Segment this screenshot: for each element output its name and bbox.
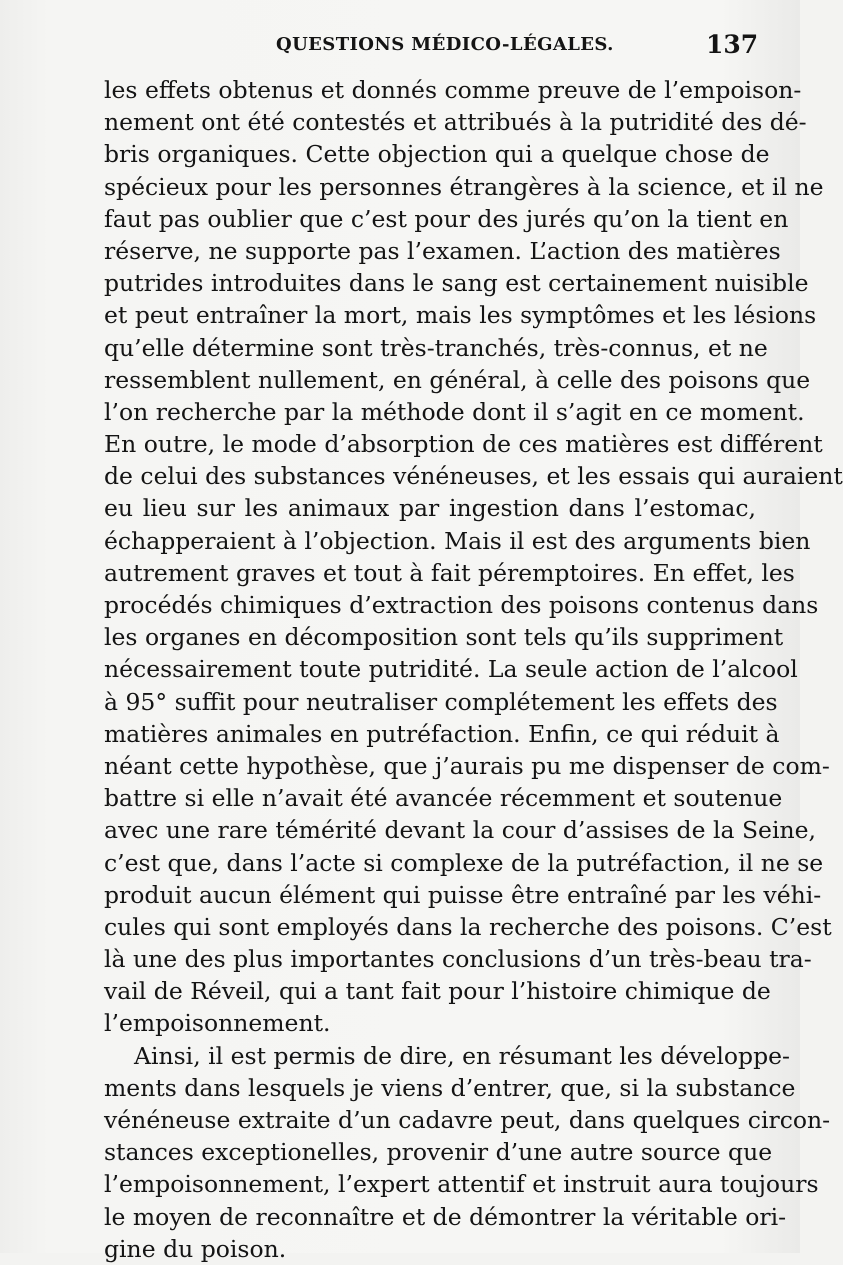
text-line: autrement graves et tout à fait péremptoires. En effet, les: [104, 558, 795, 587]
text-line: spécieux pour les personnes étrangères à la science, et il ne: [104, 172, 824, 201]
text-line: cules qui sont employés dans la recherche des poisons. C’est: [104, 912, 832, 941]
text-line: putrides introduites dans le sang est certainement nuisible: [104, 269, 809, 298]
page-header: [0, 30, 800, 70]
body-text: [104, 74, 843, 1265]
text-line: à 95° suffit pour neutraliser complétement les effets des: [104, 687, 778, 716]
text-line: et peut entraîner la mort, mais les symptômes et les lésions: [104, 301, 817, 330]
text-line: nement ont été contestés et attribués à la putridité des dé-: [104, 108, 807, 137]
text-line: eu lieu sur les animaux par ingestion dans l’estomac,: [104, 494, 756, 523]
text-line: vénéneuse extraite d’un cadavre peut, dans quelques circon-: [104, 1106, 831, 1134]
text-line: le moyen de reconnaître et de démontrer la véritable ori-: [104, 1202, 787, 1231]
text-line: gine du poison.: [104, 1234, 287, 1263]
text-line: faut pas oublier que c’est pour des jurés qu’on la tient en: [104, 204, 789, 233]
text-line: nécessairement toute putridité. La seule action de l’alcool: [104, 655, 798, 684]
text-line: réserve, ne supporte pas l’examen. L’action des matières: [104, 236, 781, 265]
text-line: vail de Réveil, qui a tant fait pour l’histoire chimique de: [104, 977, 771, 1006]
text-line: bris organiques. Cette objection qui a quelque chose de: [104, 140, 770, 169]
text-line: les organes en décomposition sont tels qu’ils suppriment: [104, 623, 784, 652]
text-line: Ainsi, il est permis de dire, en résumant les développe-: [134, 1041, 790, 1070]
text-line: l’empoisonnement.: [104, 1009, 331, 1038]
text-line: produit aucun élément qui puisse être entraîné par les véhi-: [104, 880, 822, 909]
text-line: matières animales en putréfaction. Enfin, ce qui réduit à: [104, 719, 780, 748]
text-line: néant cette hypothèse, que j’aurais pu me dispenser de com-: [104, 751, 830, 780]
text-line: ments dans lesquels je viens d’entrer, que, si la substance: [104, 1073, 796, 1102]
text-line: c’est que, dans l’acte si complexe de la putréfaction, il ne se: [104, 848, 824, 877]
text-line: battre si elle n’avait été avancée récemment et soutenue: [104, 784, 783, 813]
text-line: là une des plus importantes conclusions d’un très-beau tra-: [104, 945, 812, 974]
text-line: l’empoisonnement, l’expert attentif et instruit aura toujours: [104, 1170, 819, 1199]
text-line: de celui des substances vénéneuses, et les essais qui auraient: [104, 462, 843, 491]
text-line: En outre, le mode d’absorption de ces matières est différent: [104, 430, 823, 459]
text-line: qu’elle détermine sont très-tranchés, très-connus, et ne: [104, 333, 768, 362]
text-line: avec une rare témérité devant la cour d’assises de la Seine,: [104, 816, 816, 845]
text-line: procédés chimiques d’extraction des poisons contenus dans: [104, 591, 819, 619]
text-line: l’on recherche par la méthode dont il s’agit en ce moment.: [104, 397, 805, 426]
paragraph-2: [104, 1040, 831, 1265]
paragraph-1: [104, 74, 843, 1040]
text-line: ressemblent nullement, en général, à celle des poisons que: [104, 365, 811, 394]
running-title: QUESTIONS MÉDICO-LÉGALES.: [276, 34, 614, 55]
page-number: 137: [706, 30, 759, 59]
text-line: stances exceptionelles, provenir d’une autre source que: [104, 1138, 773, 1167]
text-line: échapperaient à l’objection. Mais il est des arguments bien: [104, 526, 811, 555]
text-line: les effets obtenus et donnés comme preuve de l’empoison-: [104, 76, 802, 104]
